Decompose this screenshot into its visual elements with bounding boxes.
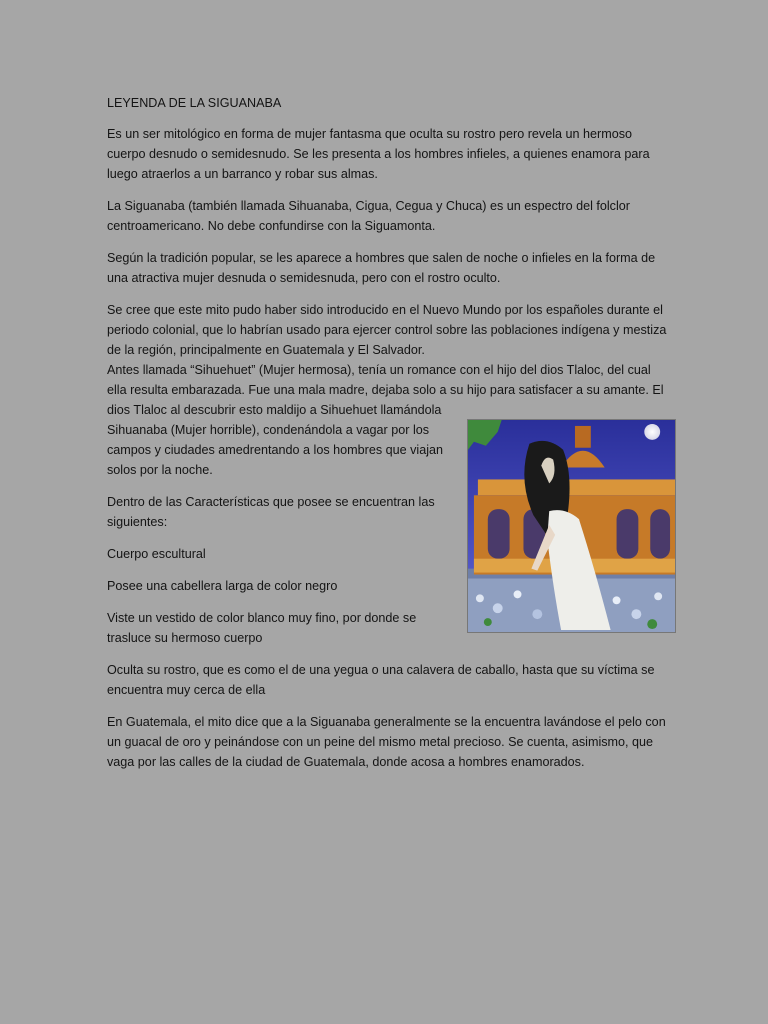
paragraph-tradition: Según la tradición popular, se les aparece a hombres que salen de noche o infieles en la forma de una atractiva mujer desnuda o semidesnuda, pero con el rostro oculto.: [107, 251, 656, 285]
paragraph-origin: Se cree que este mito pudo haber sido introducido en el Nuevo Mundo por los españoles durante el periodo colonial, que lo habrían usado para ejercer control sobre las poblaciones indígena y mestiza de la región, principalmente en Guatemala y El Salvador.: [107, 303, 667, 357]
paragraph-names: La Siguanaba (también llamada Sihuanaba, Cigua, Cegua y Chuca) es un espectro del folclor centroamericano. No debe confundirse con la Siguamonta.: [107, 199, 630, 233]
list-item-dress: Viste un vestido de color blanco muy fino, por donde se trasluce su hermoso cuerpo: [107, 611, 417, 645]
paragraph-characteristics-intro: Dentro de las Características que posee se encuentran las siguientes:: [107, 495, 435, 529]
list-item-body: Cuerpo escultural: [107, 547, 206, 561]
paragraph-sihuehuet: Antes llamada “Sihuehuet” (Mujer hermosa), tenía un romance con el hijo del dios Tlaloc, del cual ella resulta embarazada. Fue una mala madre, dejaba solo a su hijo para satisfacer a su amante. El dios Tlaloc al descubrir esto maldijo a Sihuehuet llamándola: [107, 363, 664, 417]
paragraph-guatemala: En Guatemala, el mito dice que a la Siguanaba generalmente se la encuentra lavándose el pelo con un guacal de oro y peinándose con un peine del mismo metal precioso. Se cuenta, asimismo, que vaga por las calles de la ciudad de Guatemala, donde acosa a hombres enamorados.: [107, 715, 666, 769]
siguanaba-illustration: [467, 419, 676, 633]
list-item-hair: Posee una cabellera larga de color negro: [107, 579, 338, 593]
document-title: LEYENDA DE LA SIGUANABA: [107, 96, 282, 110]
list-item-face: Oculta su rostro, que es como el de una yegua o una calavera de caballo, hasta que su víctima se encuentra muy cerca de ella: [107, 663, 655, 697]
paragraph-curse: Sihuanaba (Mujer horrible), condenándola a vagar por los campos y ciudades amedrentando a los hombres que viajan solos por la noche.: [107, 423, 444, 477]
illustration-drawing: [468, 420, 675, 632]
moon-icon: [644, 424, 660, 440]
paragraph-intro: Es un ser mitológico en forma de mujer fantasma que oculta su rostro pero revela un hermoso cuerpo desnudo o semidesnudo. Se les presenta a los hombres infieles, a quienes enamora para luego atraerlos a un barranco y robar sus almas.: [107, 127, 650, 181]
